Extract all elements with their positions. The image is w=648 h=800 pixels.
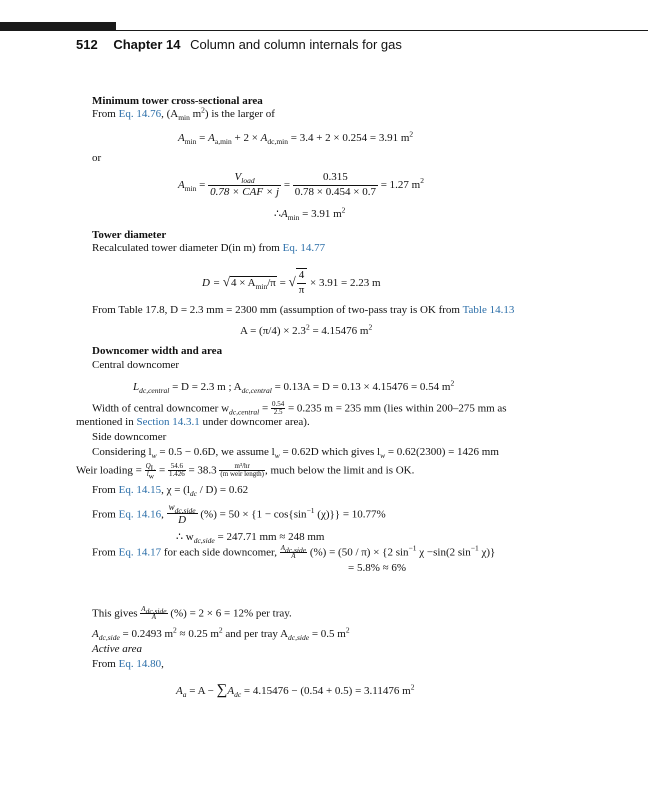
heading-tower-diameter: Tower diameter [92, 229, 167, 241]
chapter-label: Chapter 14 [113, 37, 181, 52]
mentioned-line: mentioned in Section 14.3.1 under downcomer area). [76, 416, 310, 428]
link-eq-14-17[interactable]: Eq. 14.17 [118, 546, 162, 559]
or-text: or [92, 152, 102, 164]
active-area-label: Active area [92, 643, 142, 655]
considering-line: Considering $l_w = 0.5 - 0.6D$, we assume $l_w = 0.62D$ which gives $l_w = 0.62(2300) = 1426$ mm [92, 446, 499, 461]
chi-line: From Eq. 14.15, $\chi = (l_{dc} / D) = 0.62$ [92, 484, 249, 499]
equation-amin-2: $A_{min}$ = $V_{load}$ 0.78 × CAF × j = $\frac{0.315}{0.78 \times 0.454 \times 0.7}$ = 1.27 $m^2$ [178, 171, 424, 198]
link-section-14-3-1[interactable]: Section 14.3.1 [136, 416, 200, 428]
fraction-values: $\frac{0.315}{0.78 \times 0.454 \times 0.7}$ [294, 171, 376, 198]
recalc-line: Recalculated tower diameter D(in m) from Eq. 14.77 [92, 242, 326, 254]
width-line: Width of central downcomer $w_{dc,central}$ = $\frac{0.54}{2.5}$ = 0.235 m = 235 mm (lies within 200–275 mm as [92, 400, 507, 417]
equation-ldc: $L_{dc,central} = D = 2.3$ m ; $A_{dc,central} = 0.13A = D = 0.13 \times 4.15476 = 0.54$ $m^2$ [133, 378, 455, 396]
side-area-result: = 5.8% ≈ 6% [348, 562, 407, 574]
link-eq-14-77[interactable]: Eq. 14.77 [282, 242, 326, 254]
equation-active-area: $A_a = A - \sum A_{dc} = 4.15476 - (0.54 + 0.5) = 3.11476$ $m^2$ [176, 682, 415, 700]
equation-area: $A = (\pi/4) \times 2.3^2 = 4.15476$ $m^2$ [240, 322, 373, 337]
this-gives-line: This gives $A_{dc,side}$ A (%) = 2 × 6 = 12% per tray. [92, 605, 292, 622]
side-downcomer-label: Side downcomer [92, 431, 167, 443]
table-line: From Table 17.8, D = 2.3 mm = 2300 mm (assumption of two-pass tray is OK from Table 14.13 [92, 304, 515, 316]
link-eq-14-15[interactable]: Eq. 14.15 [118, 484, 162, 496]
equation-amin-1: $A_{min} = A_{a,min} + 2 \times A_{dc,min} = 3.4 + 2 \times 0.254 = 3.91$ $m^2$ [178, 129, 414, 147]
heading-min-area: Minimum tower cross-sectional area [92, 95, 263, 107]
wdc-mm-line: ∴ $w_{dc,side} = 247.71$ mm ≈ 248 mm [176, 531, 325, 546]
running-header [76, 37, 402, 53]
link-table-14-13[interactable]: Table 14.13 [462, 304, 515, 316]
wdc-line: From Eq. 14.16, $w_{dc,side}$ D (%) = $50 \times \{1 - \cos\{\sin^{-1}$ (χ)}} = 10.77% [92, 502, 386, 527]
central-downcomer-label: Central downcomer [92, 359, 180, 371]
adc-side-line: $A_{dc,side} = 0.2493$ $m^2 \approx 0.25$ $m^2$ and per tray $A_{dc,side} = 0.5$ $m^2$ [92, 625, 350, 643]
link-eq-14-16[interactable]: Eq. 14.16 [118, 508, 162, 521]
side-area-line: From Eq. 14.17 for each side downcomer, $A_{dc,side}$ A (%) = (50 / π) × {2 $\sin^{-1} \chi -\sin(2$ $\sin^{-1} \chi$)} [92, 543, 496, 561]
active-area-from: From Eq. 14.80, [92, 658, 164, 670]
link-eq-14-80[interactable]: Eq. 14.80 [118, 658, 162, 670]
heading-downcomer: Downcomer width and area [92, 345, 223, 357]
min-area-intro: From Eq. 14.76, ($A_{min}$ $m^2$) is the larger of [92, 105, 275, 123]
equation-amin-3: $\therefore A_{min} = 3.91$ $m^2$ [274, 205, 346, 223]
weir-loading-line: Weir loading = $\frac{Q_L}{l_w}$ = $\frac{54.6}{1.426}$ = 38.3 m³/hr (m weir length) , much below the limit and is OK. [76, 462, 415, 481]
fraction-vload: $V_{load}$ 0.78 × CAF × j [210, 171, 280, 198]
equation-diameter: $D = √4 \times A_{min}/\pi$ = √ $\frac{4}{\pi}$ × 3.91 = 2.23 m [202, 269, 381, 296]
header-bar [0, 22, 116, 31]
header-rule [116, 30, 648, 31]
link-eq-14-76[interactable]: Eq. 14.76 [118, 108, 162, 120]
page-number: 512 [76, 37, 98, 52]
chapter-title: Column and column internals for gas [190, 37, 402, 52]
